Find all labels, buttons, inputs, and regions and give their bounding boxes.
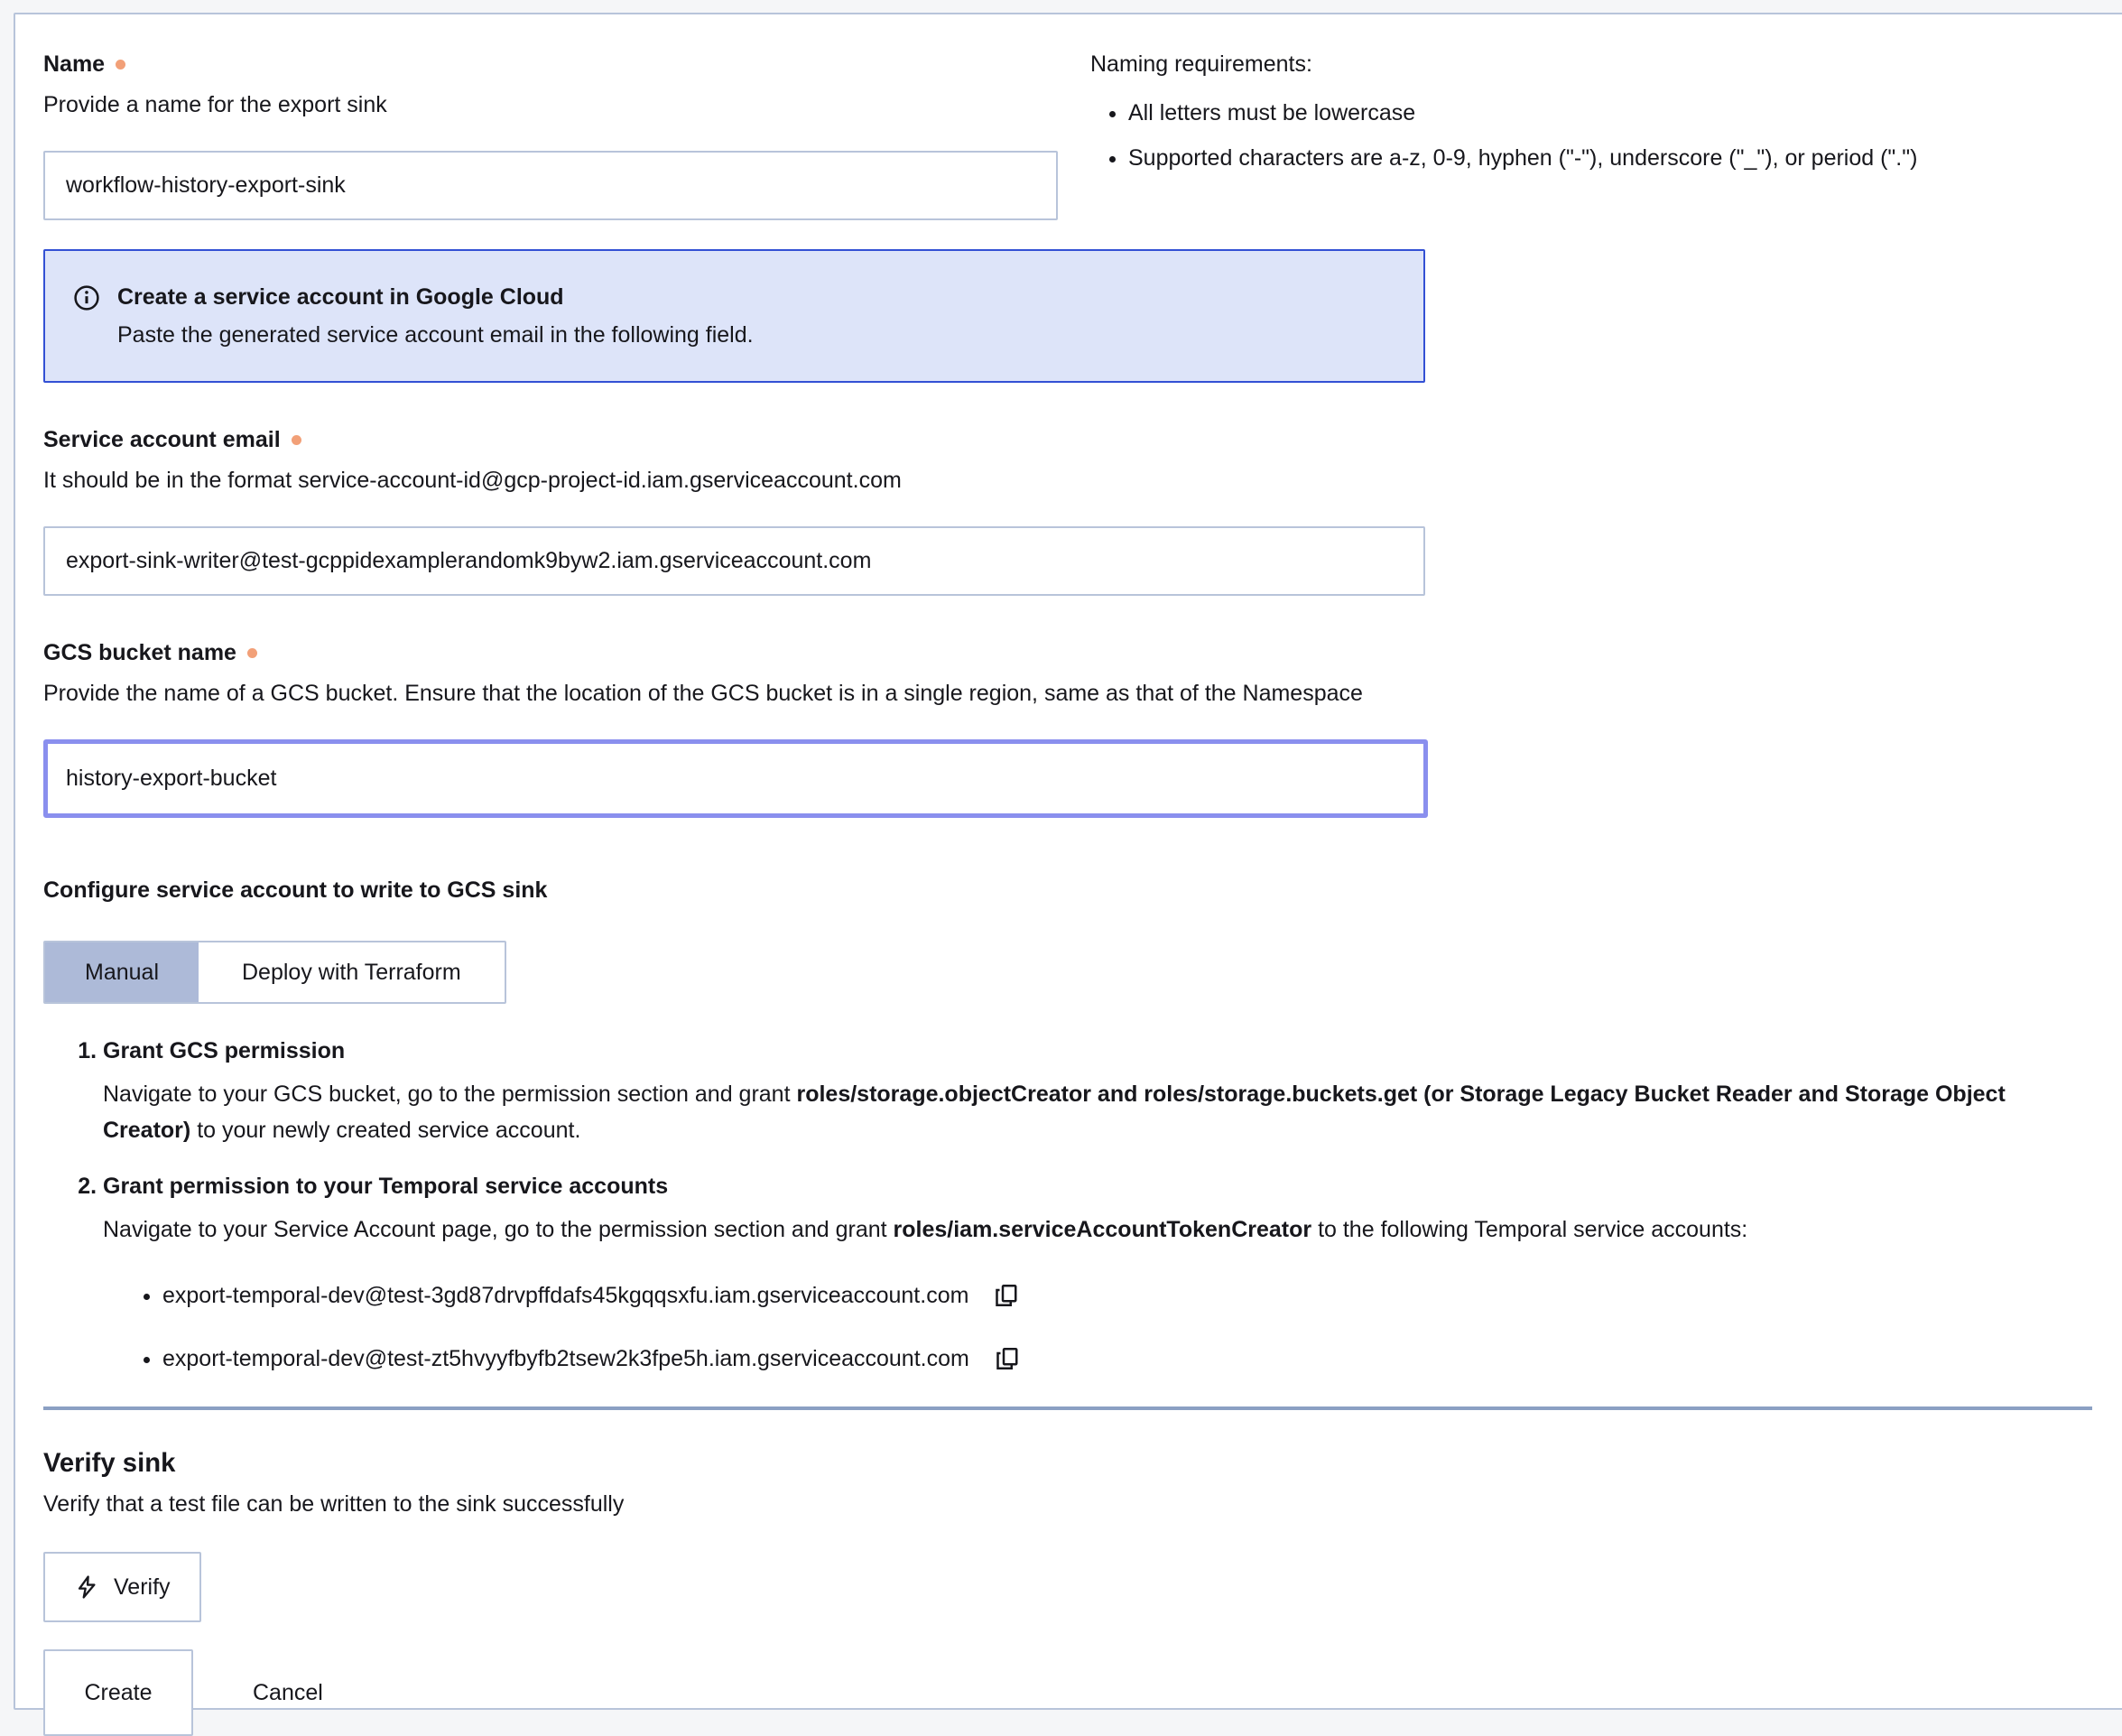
naming-requirements-list — [1090, 99, 2113, 172]
gcs-bucket-section — [43, 639, 2113, 818]
tab-deploy-with-terraform[interactable]: Deploy with Terraform — [199, 942, 505, 1002]
tab-manual[interactable]: Manual — [45, 942, 199, 1002]
gcs-bucket-name-input[interactable] — [43, 739, 1428, 818]
step-grant-gcs-permission — [103, 1036, 2074, 1148]
info-banner-title: Create a service account in Google Cloud — [117, 284, 564, 310]
step-title: 2. Grant permission to your Temporal service accounts — [103, 1174, 669, 1199]
gcs-bucket-description: Provide the name of a GCS bucket. Ensure that the location of the GCS bucket is in a single region, same as that of the Namespace — [43, 681, 1363, 706]
sink-name-input[interactable] — [43, 151, 1058, 220]
cancel-button[interactable]: Cancel — [253, 1649, 323, 1736]
temporal-service-accounts-list — [43, 1280, 2113, 1374]
configure-tabs — [43, 941, 506, 1004]
copy-icon — [992, 1282, 1019, 1309]
name-field-section — [43, 51, 1058, 220]
required-dot — [292, 435, 301, 445]
copy-button[interactable] — [992, 1282, 1019, 1309]
service-account-email-label-row — [43, 426, 2113, 453]
copy-icon — [993, 1345, 1020, 1372]
temporal-service-account-email: • export-temporal-dev@test-zt5hvyyfbyfb2tsew2k3fpe5h.iam.gserviceaccount.com — [162, 1346, 969, 1371]
step-body-text: Navigate to your Service Account page, go to the permission section and grant — [103, 1217, 894, 1242]
info-banner-subtitle: Paste the generated service account email in the following field. — [117, 322, 754, 348]
name-label-row — [43, 51, 1058, 78]
info-banner — [43, 249, 1425, 383]
gcs-bucket-label-row — [43, 639, 2113, 666]
verify-button-label: Verify — [114, 1574, 171, 1600]
temporal-service-account-item — [162, 1280, 2113, 1311]
required-dot — [116, 60, 125, 70]
naming-requirement-item: • Supported characters are a-z, 0-9, hyphen ("-"), underscore ("_"), or period (".") — [1128, 144, 2113, 172]
naming-requirements-title: Naming requirements: — [1090, 51, 1312, 77]
step-body-text: to the following Temporal service accounts: — [1311, 1217, 1748, 1242]
name-and-requirements-row — [43, 51, 2113, 220]
info-icon — [72, 283, 101, 312]
copy-button[interactable] — [993, 1345, 1020, 1372]
step-body-text: to your newly created service account. — [190, 1118, 581, 1143]
step-body-bold-text: roles/storage.objectCreator and roles/storage.buckets.get (or Storage Legacy Bucket Reader and Storage Object Creator) — [103, 1082, 2006, 1143]
service-account-email-input[interactable] — [43, 526, 1425, 596]
bolt-icon — [74, 1574, 99, 1600]
form-actions — [43, 1649, 2113, 1736]
info-banner-text — [117, 282, 754, 350]
configure-section-heading: Configure service account to write to GCS sink — [43, 877, 548, 903]
required-dot — [247, 648, 257, 658]
step-grant-temporal-permission — [103, 1172, 2074, 1248]
naming-requirements — [1058, 51, 2113, 190]
step-body — [103, 1076, 2074, 1148]
name-description: Provide a name for the export sink — [43, 92, 387, 117]
section-divider — [43, 1406, 2092, 1410]
verify-sink-heading: Verify sink — [43, 1449, 176, 1478]
create-button[interactable]: Create — [43, 1649, 193, 1736]
step-body — [103, 1211, 2074, 1248]
service-account-email-section — [43, 426, 2113, 596]
name-label: Name — [43, 51, 106, 77]
step-body-bold-text: roles/iam.serviceAccountTokenCreator — [893, 1217, 1312, 1242]
export-sink-form-panel — [14, 13, 2122, 1710]
service-account-email-label: Service account email — [43, 427, 281, 452]
manual-steps-list — [43, 1036, 2074, 1248]
temporal-service-account-item — [162, 1343, 2113, 1374]
step-title: 1. Grant GCS permission — [103, 1038, 346, 1063]
step-body-text: Navigate to your GCS bucket, go to the permission section and grant — [103, 1082, 797, 1107]
naming-requirement-item: • All letters must be lowercase — [1128, 99, 2113, 126]
verify-sink-description: Verify that a test file can be written to the sink successfully — [43, 1491, 625, 1517]
gcs-bucket-label: GCS bucket name — [43, 640, 236, 665]
temporal-service-account-email: • export-temporal-dev@test-3gd87drvpffdafs45kgqqsxfu.iam.gserviceaccount.com — [162, 1283, 969, 1308]
verify-button[interactable] — [43, 1552, 201, 1622]
service-account-email-description: It should be in the format service-account-id@gcp-project-id.iam.gserviceaccount.com — [43, 468, 902, 493]
